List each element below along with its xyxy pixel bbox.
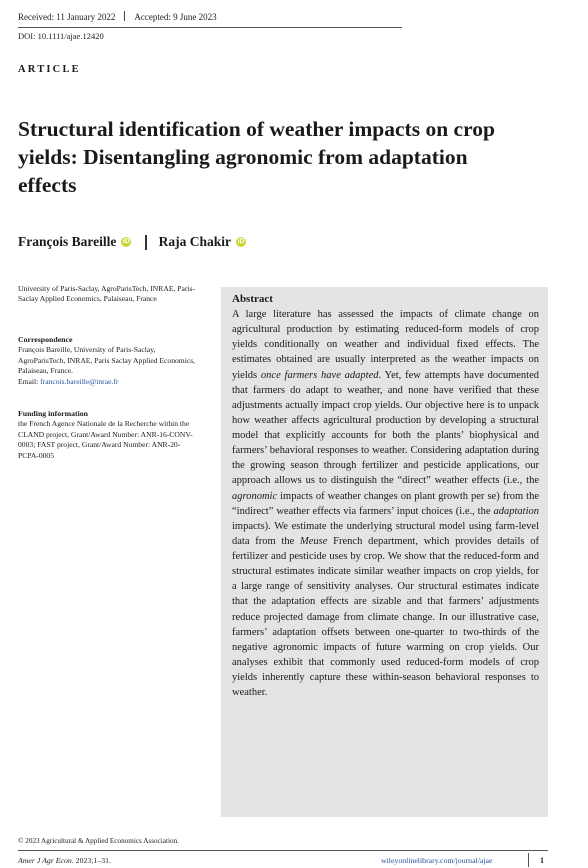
abstract-span: impacts of weather changes on plant growth per se) from the “indirect” weather effects via farmers’ input choices (i.e., the: [232, 490, 539, 517]
page-number: 1: [540, 856, 544, 865]
correspondence-address: François Bareille, University of Paris-Saclay, AgroParisTech, INRAE, Paris Saclay Applied Economics, Palaiseau, France.: [18, 345, 196, 376]
abstract-emphasis: once farmers have adapted: [260, 369, 379, 381]
abstract-span: French department, which provides details of fertilizer and pesticide uses by crop. We show that the reduced-form and structural estimates indicate similar weather impacts on crop yields, for a large range of sensitivity analyses. Our structural estimates indicate that the adaptation effects are sizable and that farmers’ adjustments reduce projected damage from climate change. In our illustrative case, farmers’ adaptation offsets between one-quarter to two-thirds of the negative agronomic impacts of future warming on crop yields. Our analyses exhibit that commonly used reduced-form models of crop yields inherently capture these within-season behavioral responses to weather.: [232, 535, 539, 699]
correspondence-heading: Correspondence: [18, 335, 73, 344]
author-name[interactable]: François Bareille: [18, 234, 117, 249]
accepted-date: Accepted: 9 June 2023: [134, 12, 217, 22]
journal-citation: [18, 856, 111, 865]
correspondence-block: [18, 335, 198, 387]
abstract-span: . Yet, few attempts have documented that farmers do adapt to weather, and none have verified that these adjustments actually impact crop yields. Our objective here is to unpack how weather affects agricultural production by developing a structural model that explicitly accounts for both the plants’ biophysical and farmers’ behavioral responses to weather. Considering adaptation during the growing season through fertilizer and pesticide applications, our approach allows us to distinguish the “direct” weather effects (i.e., the: [232, 369, 540, 487]
abstract-emphasis: adaptation: [493, 505, 539, 517]
doi[interactable]: DOI: 10.1111/ajae.12420: [18, 31, 104, 41]
orcid-icon[interactable]: iD: [237, 238, 245, 245]
date-separator: [124, 11, 125, 21]
affiliation: University of Paris-Saclay, AgroParisTech, INRAE, Paris-Saclay Applied Economics, Palaiseau, France: [18, 284, 195, 304]
abstract-emphasis: Meuse: [300, 535, 328, 547]
copyright-notice: © 2023 Agricultural & Applied Economics Association.: [18, 837, 179, 845]
header-rule: [18, 27, 402, 28]
abstract-span: impacts). We estimate the underlying structural model using farm-level data from the: [232, 520, 539, 547]
abstract-span: A large literature has assessed the impacts of climate change on agricultural production by estimating reduced-form models of crop yields conditionally on weather and individual fixed effects. The estimates obtained are usually interpreted as the weather impacts on yields: [232, 309, 539, 381]
correspondence-email-line: [18, 377, 198, 387]
article-dates: [18, 11, 217, 22]
abstract-emphasis: agronomic: [232, 490, 278, 502]
citation-range: 2023;1–31.: [73, 856, 111, 865]
funding-block: [18, 409, 198, 461]
abstract-heading: Abstract: [232, 293, 273, 305]
footer-divider: [528, 853, 529, 867]
funding-heading: Funding information: [18, 409, 88, 418]
received-date: Received: 11 January 2022: [18, 12, 116, 22]
footer-rule: [18, 850, 548, 851]
orcid-icon[interactable]: iD: [122, 238, 130, 245]
paper-title: Structural identification of weather impacts on crop yields: Disentangling agronomic from adaptation effects: [18, 117, 495, 197]
email-link[interactable]: francois.bareille@inrae.fr: [40, 376, 119, 386]
article-type-label: ARTICLE: [18, 64, 81, 75]
journal-url[interactable]: wileyonlinelibrary.com/journal/ajae: [381, 856, 493, 865]
email-label: Email:: [18, 376, 41, 386]
author-name[interactable]: Raja Chakir: [158, 234, 232, 249]
abstract-text: [232, 307, 539, 700]
journal-name: Amer J Agr Econ.: [18, 856, 74, 865]
author-separator: [145, 235, 146, 250]
funding-text: the French Agence Nationale de la Recherche within the CLAND project, Grant/Award Number: ANR-16-CONV-0003; FAST project, Grant/Award Number: ANR-20-PCPA-0005: [18, 419, 193, 460]
author-list: [18, 234, 246, 250]
